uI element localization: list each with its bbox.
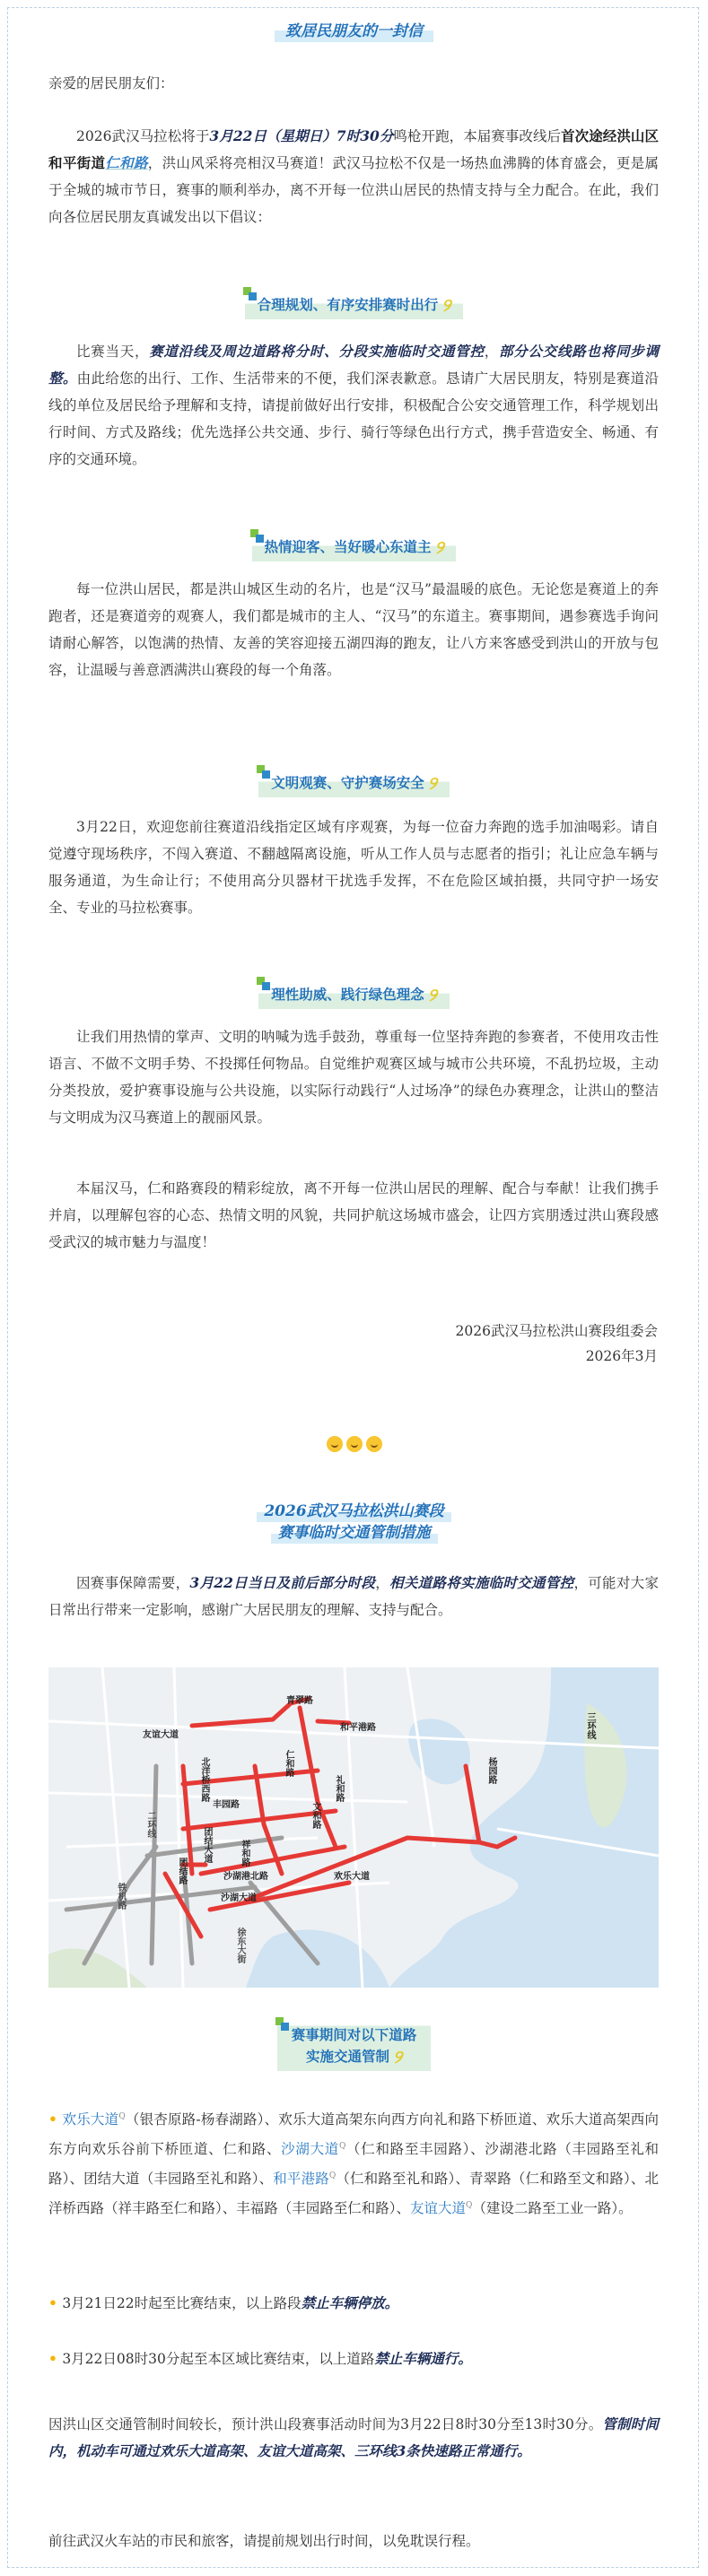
map-label-heping: 和平港路	[340, 1723, 376, 1733]
map-label-renhe: 仁和路	[284, 1750, 293, 1777]
greeting: 亲爱的居民朋友们：	[48, 75, 174, 91]
map-label-sanhuan: 三环线	[585, 1712, 595, 1739]
closing-paragraph: 本届汉马，仁和路赛段的精彩绽放，离不开每一位洪山居民的理解、配合与奉献！让我们携手并肩，以理解包容的心态、热情文明的风貌，共同护航这场城市盛会，让四方宾朋透过洪山赛段感受武汉的城市魅力与温度！	[48, 1180, 659, 1250]
section-4-paragraph: 让我们用热情的掌声、文明的呐喊为选手鼓劲，尊重每一位坚持奔跑的参赛者，不使用攻击性语言、不做不文明手势、不投掷任何物品。自觉维护观赛区域与城市公共环境，不乱扔垃圾，主动分类投放，爱护赛事设施与公共设施，以实际行动践行“人过场净”的绿色办赛理念，让洪山的整洁与文明成为汉马赛道上的靓丽风景。	[48, 1029, 659, 1126]
search-icon: Q	[466, 2201, 473, 2211]
heading-square-icon	[275, 2017, 288, 2030]
bullet-dot-icon: •	[48, 2350, 63, 2367]
bullet-dot-icon: •	[48, 2110, 63, 2128]
bullet-dot-icon: •	[48, 2294, 63, 2311]
smile-icon	[366, 1436, 382, 1452]
map-label-wenhe: 文和路	[310, 1802, 320, 1829]
road-link-huanle[interactable]: 欢乐大道	[62, 2111, 119, 2128]
map-label-tielu: 铁机路	[116, 1883, 126, 1910]
heading-square-icon	[257, 977, 269, 989]
search-icon: Q	[328, 2171, 337, 2181]
controlled-roads-list: • 欢乐大道$^Q$（银杏原路-杨春湖路）、欢乐大道高架东向西方向礼和路下桥匝道、欢乐大道高架西向东方向欢乐谷前下桥匝道、仁和路、沙湖大道$^Q$（仁和路至丰园路）、沙湖港北路（丰园路至礼和路）、团结大道（丰园路至礼和路）、和平港路$^Q$（仁和路至礼和路）、青翠路（仁和路至文和路）、北洋桥西路（祥丰路至仁和路）、丰福路（丰园路至仁和路）、友谊大道$^Q$（建设二路至工业一路）。	[48, 2110, 659, 2217]
search-icon: Q	[338, 2142, 346, 2152]
curl-icon: ୨	[427, 772, 437, 794]
map-svg	[48, 1667, 659, 1988]
search-icon: Q	[118, 2112, 126, 2121]
map-label-beiyang: 北洋桥西路	[199, 1757, 209, 1802]
traffic-map	[48, 1667, 659, 1988]
map-label-lihe: 礼和路	[334, 1775, 344, 1802]
map-label-tuanjie: 团结大道	[202, 1827, 212, 1863]
intro-paragraph: 2026武汉马拉松将于3月22日（星期日）7时30分鸣枪开跑，本届赛事改线后首次途经洪山区和平街道仁和路，洪山风采将亮相汉马赛道！武汉马拉松不仅是一场热血沸腾的体育盛会，更是属于全城的城市节日，赛事的顺利举办，离不开每一位洪山居民的热情支持与全力配合。在此，我们向各位居民朋友真诚发出以下倡议：	[48, 127, 659, 225]
curl-icon: ୨	[427, 984, 437, 1005]
map-label-shahu-gang: 沙湖港北路	[223, 1872, 268, 1882]
heading-square-icon	[243, 287, 256, 300]
place-link[interactable]: 仁和路	[105, 154, 148, 171]
road-link-heping[interactable]: 和平港路	[273, 2171, 329, 2188]
curl-icon: ୨	[434, 536, 444, 558]
map-label-tuanjie2: 团结路	[177, 1858, 187, 1884]
map-label-shahu-dadao: 沙湖大道	[221, 1893, 257, 1903]
heading-square-icon	[257, 765, 269, 778]
map-label-xudong: 徐东大街	[235, 1928, 245, 1963]
road-link-youyi[interactable]: 友谊大道	[410, 2200, 467, 2217]
smile-icon	[346, 1436, 363, 1452]
traffic-title: 2026武汉马拉松洪山赛段 赛事临时交通管制措施	[0, 1501, 708, 1544]
map-label-youyi: 友谊大道	[143, 1730, 179, 1740]
emoji-row	[0, 1436, 708, 1456]
map-label-fengyuan: 丰园路	[213, 1800, 240, 1810]
traffic-intro: 因赛事保障需要，3月22日当日及前后部分时段，相关道路将实施临时交通管控，可能对大家日常出行带来一定影响，感谢广大居民朋友的理解、支持与配合。	[48, 1574, 659, 1618]
road-link-shahu[interactable]: 沙湖大道	[281, 2141, 339, 2158]
signature: 2026武汉马拉松洪山赛段组委会 2026年3月	[455, 1323, 658, 1364]
station-note: 前往武汉火车站的市民和旅客，请提前规划出行时间，以免耽误行程。	[48, 2533, 480, 2549]
map-label-huanle: 欢乐大道	[334, 1872, 370, 1882]
curl-icon: ୨	[441, 294, 451, 316]
section-heading-1: 合理规划、有序安排赛时出行 ୨	[0, 291, 708, 321]
map-label-qingcui: 青翠路	[286, 1696, 313, 1706]
traffic-ban-note: • 3月22日08时30分起至本区域比赛结束，以上道路禁止车辆通行。	[48, 2350, 472, 2367]
map-label-yangyuan: 杨园路	[486, 1757, 496, 1784]
section-heading-4: 理性助威、践行绿色理念 ୨	[0, 980, 708, 1011]
duration-note: 因洪山区交通管制时间较长，预计洪山段赛事活动时间为3月22日8时30分至13时30分。管制时间内，机动车可通过欢乐大道高架、友谊大道高架、三环线3条快速路正常通行。	[48, 2415, 659, 2459]
map-label-xianghe: 祥和路	[240, 1840, 249, 1867]
map-label-erhuan: 二环线	[145, 1811, 155, 1838]
section-2-paragraph: 每一位洪山居民，都是洪山城区生动的名片，也是“汉马”最温暖的底色。无论您是赛道上的奔跑者，还是赛道旁的观赛人，我们都是城市的主人、“汉马”的东道主。赛事期间，遇参赛选手询问请耐心解答，以饱满的热情、友善的笑容迎接五湖四海的跑友，让八方来客感受到洪山的开放与包容，让温暖与善意洒满洪山赛段的每一个角落。	[48, 581, 659, 678]
section-3-paragraph: 3月22日，欢迎您前往赛道沿线指定区域有序观赛，为每一位奋力奔跑的选手加油喝彩。请自觉遵守现场秩序，不闯入赛道、不翻越隔离设施，听从工作人员与志愿者的指引；礼让应急车辆与服务通道，为生命让行；不使用高分贝器材干扰选手发挥，不在危险区域拍摄，共同守护一场安全、专业的马拉松赛事。	[48, 819, 659, 916]
letter-title: 致居民朋友的一封信	[0, 16, 708, 42]
parking-note: • 3月21日22时起至比赛结束，以上路段禁止车辆停放。	[48, 2294, 399, 2311]
section-heading-2: 热情迎客、当好暖心东道主 ୨	[0, 533, 708, 563]
curl-icon: ୨	[393, 2046, 402, 2067]
control-subheading: 赛事期间对以下道路 实施交通管制 ୨	[0, 2021, 708, 2071]
section-1-paragraph: 比赛当天，赛道沿线及周边道路将分时、分段实施临时交通管控，部分公交线路也将同步调整。由此给您的出行、工作、生活带来的不便，我们深表歉意。恳请广大居民朋友，特别是赛道沿线的单位及居民给予理解和支持，请提前做好出行安排，积极配合公安交通管理工作，科学规划出行时间、方式及路线；优先选择公共交通、步行、骑行等绿色出行方式，携手营造安全、畅通、有序的交通环境。	[48, 343, 659, 467]
section-heading-3: 文明观赛、守护赛场安全 ୨	[0, 769, 708, 799]
heading-square-icon	[250, 529, 263, 542]
smile-icon	[327, 1436, 343, 1452]
